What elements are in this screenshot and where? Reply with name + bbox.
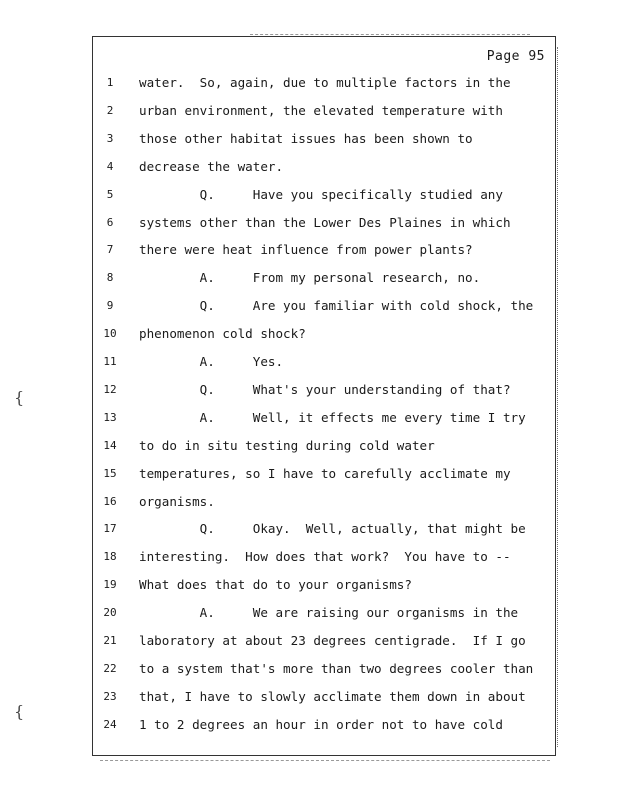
transcript-line — [93, 575, 557, 595]
line-text: to a system that's more than two degrees cooler than — [139, 660, 534, 676]
transcript-line — [93, 464, 557, 484]
left-margin-bracket: { — [14, 388, 25, 407]
transcript-line — [93, 659, 557, 679]
line-number: 10 — [103, 327, 117, 341]
line-text: Q. Okay. Well, actually, that might be — [139, 521, 526, 537]
line-number: 11 — [103, 355, 117, 368]
line-text: laboratory at about 23 degrees centigrade. If I go — [139, 633, 526, 648]
line-text: What does that do to your organisms? — [139, 577, 412, 593]
transcript-line — [93, 157, 557, 177]
line-text: water. So, again, due to multiple factors in the — [139, 75, 511, 90]
transcript-page — [92, 36, 556, 756]
line-text: to do in situ testing during cold water — [139, 437, 435, 453]
line-text: systems other than the Lower Des Plaines in which — [139, 214, 511, 230]
top-scan-artifact — [250, 34, 530, 35]
transcript-line — [93, 715, 557, 735]
line-number: 15 — [103, 466, 117, 480]
line-text: decrease the water. — [139, 158, 284, 174]
line-number: 13 — [103, 410, 117, 424]
line-number: 22 — [103, 661, 117, 675]
transcript-line — [93, 492, 557, 512]
line-number: 8 — [106, 271, 114, 285]
line-number: 5 — [106, 187, 114, 201]
line-number: 16 — [103, 494, 117, 508]
transcript-line — [93, 519, 557, 539]
transcript-line — [93, 324, 557, 344]
line-number: 23 — [103, 689, 117, 703]
transcript-line — [93, 352, 557, 372]
transcript-line — [93, 101, 557, 121]
line-number: 20 — [103, 606, 117, 620]
line-text: organisms. — [139, 493, 215, 509]
line-text: Q. What's your understanding of that? — [139, 381, 511, 397]
transcript-line — [93, 408, 557, 428]
line-text: 1 to 2 degrees an hour in order not to have cold — [139, 716, 503, 732]
transcript-line — [93, 631, 557, 651]
line-text: Q. Are you familiar with cold shock, the — [139, 298, 534, 314]
transcript-line — [93, 129, 557, 149]
line-number: 6 — [106, 215, 114, 229]
line-number: 3 — [106, 131, 114, 145]
line-number: 24 — [103, 717, 117, 731]
line-text: Q. Have you specifically studied any — [139, 186, 503, 202]
line-text: temperatures, so I have to carefully acclimate my — [139, 465, 511, 481]
transcript-line — [93, 73, 557, 93]
line-number: 7 — [106, 243, 114, 257]
transcript-line — [93, 687, 557, 707]
line-number: 1 — [106, 76, 114, 89]
left-margin-bracket: { — [14, 702, 25, 721]
line-number: 17 — [103, 522, 117, 536]
transcript-line — [93, 603, 557, 623]
line-text: urban environment, the elevated temperature with — [139, 102, 503, 118]
line-text: those other habitat issues has been shown to — [139, 130, 473, 146]
transcript-line — [93, 213, 557, 233]
line-number: 18 — [103, 550, 117, 564]
transcript-line — [93, 380, 557, 400]
transcript-line — [93, 185, 557, 205]
line-text: A. Well, it effects me every time I try — [139, 409, 526, 425]
line-number: 9 — [106, 299, 114, 313]
line-number: 19 — [103, 578, 117, 592]
line-number: 2 — [106, 103, 114, 117]
transcript-line — [93, 296, 557, 316]
transcript-line — [93, 547, 557, 567]
transcript-line — [93, 268, 557, 288]
line-number: 4 — [106, 159, 114, 173]
line-number: 12 — [103, 382, 117, 396]
line-text: A. From my personal research, no. — [139, 270, 481, 286]
transcript-line — [93, 436, 557, 456]
line-text: A. We are raising our organisms in the — [139, 605, 519, 621]
transcript-line — [93, 240, 557, 260]
line-number: 14 — [103, 438, 117, 452]
line-text: interesting. How does that work? You have to -- — [139, 549, 511, 565]
line-text: phenomenon cold shock? — [139, 326, 306, 342]
bottom-scan-artifact — [100, 760, 550, 761]
line-text: there were heat influence from power plants? — [139, 242, 473, 258]
line-number: 21 — [103, 634, 117, 647]
page-number-header: Page 95 — [486, 49, 545, 64]
line-text: that, I have to slowly acclimate them down in about — [139, 688, 526, 704]
line-text: A. Yes. — [139, 354, 284, 369]
